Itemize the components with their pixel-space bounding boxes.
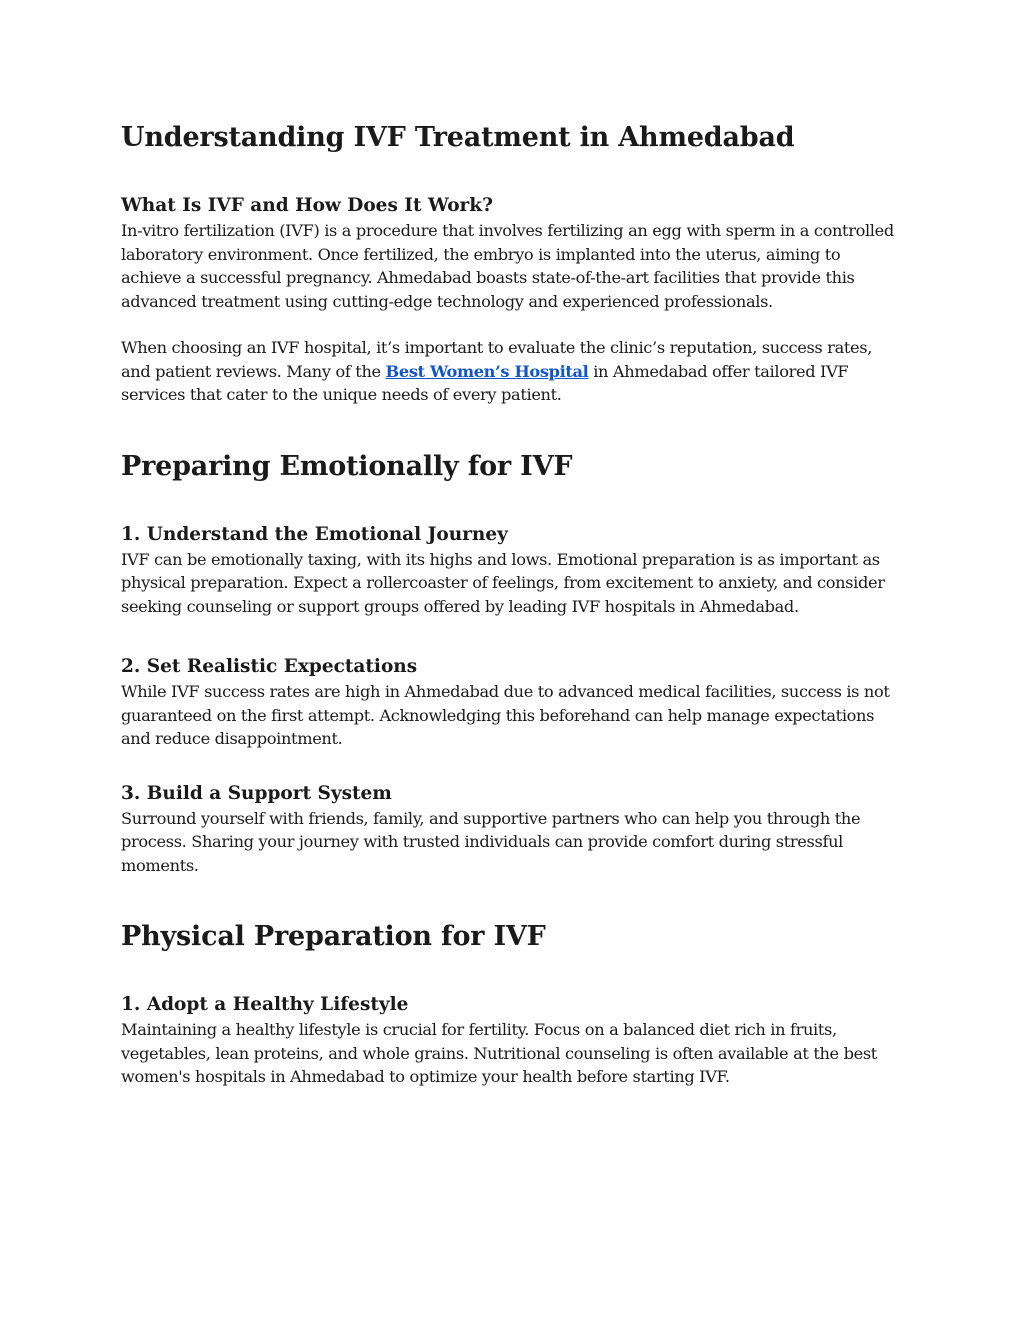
subheading-realistic-expectations: 2. Set Realistic Expectations — [121, 656, 418, 677]
subheading-healthy-lifestyle: 1. Adopt a Healthy Lifestyle — [121, 994, 409, 1015]
paragraph-emotional-journey: IVF can be emotionally taxing, with its highs and lows. Emotional preparation is as important as physical preparation. Expect a rollercoaster of feelings, from excitement to anxiety, and consider seeking counseling or support groups offered by leading IVF hospitals in Ahmedabad. — [121, 549, 885, 616]
paragraph-ivf-definition: In-vitro fertilization (IVF) is a procedure that involves fertilizing an egg with sperm in a controlled laboratory environment. Once fertilized, the embryo is implanted into the uterus, aiming to achieve a successful pregnancy. Ahmedabad boasts state-of-the-art facilities that provide this advanced treatment using cutting-edge technology and experienced professionals. — [121, 221, 894, 311]
paragraph-choosing-hospital — [121, 336, 901, 407]
paragraph-realistic-expectations: While IVF success rates are high in Ahmedabad due to advanced medical facilities, success is not guaranteed on the first attempt. Acknowledging this beforehand can help manage expectations and reduce disappointment. — [121, 682, 890, 748]
section-title-understanding-ivf: Understanding IVF Treatment in Ahmedabad — [121, 122, 795, 153]
section-title-physical-preparation: Physical Preparation for IVF — [121, 921, 546, 952]
subheading-what-is-ivf: What Is IVF and How Does It Work? — [121, 195, 493, 216]
subheading-emotional-journey: 1. Understand the Emotional Journey — [121, 523, 508, 545]
paragraph-healthy-lifestyle: Maintaining a healthy lifestyle is crucial for fertility. Focus on a balanced diet rich in fruits, vegetables, lean proteins, and whole grains. Nutritional counseling is often available at the best women's hospitals in Ahmedabad to optimize your health before starting IVF. — [121, 1020, 877, 1086]
paragraph-text-after-link: in Ahmedabad offer tailored IVF services that cater to the unique needs of every patient. — [121, 361, 849, 404]
section-title-preparing-emotionally: Preparing Emotionally for IVF — [121, 450, 573, 482]
best-womens-hospital-link[interactable]: Best Women’s Hospital — [385, 361, 589, 381]
paragraph-support-system: Surround yourself with friends, family, and supportive partners who can help you through the process. Sharing your journey with trusted individuals can provide comfort during stressful moments. — [121, 808, 861, 875]
subheading-support-system: 3. Build a Support System — [121, 782, 392, 804]
document-page — [121, 118, 901, 1089]
paragraph-text-before-link: When choosing an IVF hospital, it’s important to evaluate the clinic’s reputation, success rates, and patient reviews. Many of the — [121, 338, 873, 381]
